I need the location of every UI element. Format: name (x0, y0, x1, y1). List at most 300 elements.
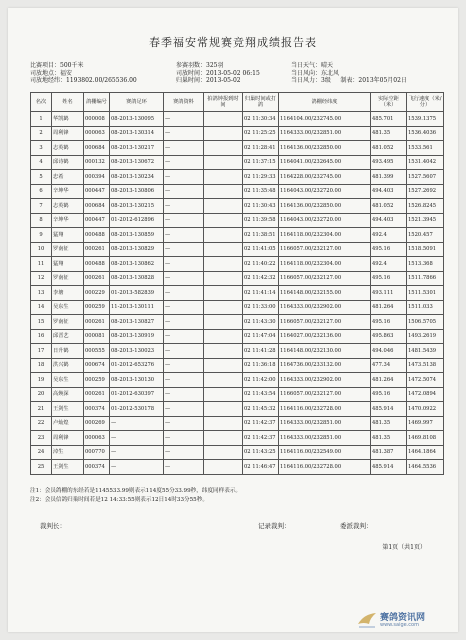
table-cell: 481.35 (371, 416, 407, 431)
table-cell: 1481.5439 (407, 344, 444, 359)
table-cell: 08-2013-130806 (110, 184, 164, 199)
table-cell: 1166057.00/232127.00 (279, 387, 371, 402)
column-header: 鸽棚经纬度 (279, 93, 371, 112)
table-row (31, 155, 444, 170)
table-cell: 3 (31, 141, 52, 156)
table-cell: 494.046 (371, 344, 407, 359)
note-1: 注1：会员鸽棚的东经若是1145533.99则表示114度55分33.99秒，纬度同样表示。 (30, 488, 242, 494)
table-cell (204, 242, 243, 257)
table-cell: 08-2013-130234 (110, 170, 164, 185)
table-cell: 02 11:41:14 (243, 286, 279, 301)
table-cell: 494.403 (371, 184, 407, 199)
table-cell: 华凯鹤 (52, 112, 84, 127)
race-distance: 比赛项目：500千米 (30, 62, 84, 69)
table-cell: — (164, 242, 204, 257)
table-cell: 000684 (84, 141, 110, 156)
table-cell (204, 431, 243, 446)
table-cell: 25 (31, 460, 52, 475)
table-cell: — (110, 460, 164, 475)
table-cell: 08-2013-130828 (110, 271, 164, 286)
table-cell: 1164118.00/232304.00 (279, 257, 371, 272)
table-cell (204, 402, 243, 417)
table-cell: — (110, 445, 164, 460)
table-cell: 02 11:42:32 (243, 271, 279, 286)
table-cell: 2 (31, 126, 52, 141)
table-row (31, 344, 444, 359)
table-cell: 02 11:35:48 (243, 184, 279, 199)
table-cell: 7 (31, 199, 52, 214)
table-cell: 1164043.00/232720.00 (279, 184, 371, 199)
table-cell: 000259 (84, 373, 110, 388)
table-cell: 02 11:45:32 (243, 402, 279, 417)
table-row (31, 213, 444, 228)
entered-count: 参赛羽数：325羽 (176, 62, 224, 69)
table-cell: 000488 (84, 228, 110, 243)
table-cell: — (164, 431, 204, 446)
table-cell: 08-2013-130919 (110, 329, 164, 344)
table-cell: 1527.5607 (407, 170, 444, 185)
table-cell: 16 (31, 329, 52, 344)
table-cell (204, 213, 243, 228)
site-watermark (356, 608, 456, 634)
table-cell: 淖生 (52, 445, 84, 460)
release-coords: 司放地经纬：1193802.00/265536.00 (30, 77, 137, 84)
table-cell (204, 344, 243, 359)
table-cell: 1473.5138 (407, 358, 444, 373)
table-cell: — (164, 199, 204, 214)
table-cell: 000261 (84, 242, 110, 257)
table-cell: 王剑生 (52, 402, 84, 417)
table-cell: — (164, 445, 204, 460)
table-cell: 08-2013-130217 (110, 141, 164, 156)
table-cell: 000008 (84, 112, 110, 127)
table-cell: 481.35 (371, 431, 407, 446)
race-info-left (30, 62, 137, 85)
table-cell: 02 11:41:05 (243, 242, 279, 257)
table-cell: 01-2012-653276 (110, 358, 164, 373)
table-row (31, 315, 444, 330)
table-cell: 19 (31, 373, 52, 388)
table-cell: — (164, 170, 204, 185)
table-cell: 02 11:30:34 (243, 112, 279, 127)
table-cell: 1533.561 (407, 141, 444, 156)
table-row (31, 126, 444, 141)
table-cell: 495.16 (371, 387, 407, 402)
table-cell: 周利锋 (52, 126, 84, 141)
table-cell: 494.403 (371, 213, 407, 228)
table-cell: 1539.1375 (407, 112, 444, 127)
table-cell: 000770 (84, 445, 110, 460)
table-cell: 邱晋艺 (52, 329, 84, 344)
return-date: 归巢时间：2013-05-02 (176, 77, 241, 84)
table-cell: 495.863 (371, 329, 407, 344)
table-cell: 15 (31, 315, 52, 330)
table-row (31, 286, 444, 301)
table-cell: 11 (31, 257, 52, 272)
table-row (31, 416, 444, 431)
table-cell (204, 286, 243, 301)
table-cell: 1511.7866 (407, 271, 444, 286)
table-cell: 01-2012-530178 (110, 402, 164, 417)
table-row (31, 431, 444, 446)
table-row (31, 329, 444, 344)
table-cell (204, 271, 243, 286)
wind-force-and-date (291, 77, 407, 85)
table-cell: 1513.368 (407, 257, 444, 272)
table-cell: 02 11:37:15 (243, 155, 279, 170)
table-cell: 辛坤华 (52, 213, 84, 228)
table-cell: 吴东生 (52, 300, 84, 315)
table-row (31, 141, 444, 156)
table-cell: 1470.0922 (407, 402, 444, 417)
table-cell: 000063 (84, 126, 110, 141)
table-cell: 08-2013-130215 (110, 199, 164, 214)
table-cell: 08-2013-130829 (110, 242, 164, 257)
table-cell: 1164148.00/232155.00 (279, 286, 371, 301)
table-cell: 1164118.00/232304.00 (279, 228, 371, 243)
table-cell: 罗南征 (52, 315, 84, 330)
table-cell: 1469.8108 (407, 431, 444, 446)
table-cell: — (110, 416, 164, 431)
table-cell: 492.4 (371, 228, 407, 243)
column-header: 归巢时间或打鸽 (243, 93, 279, 112)
table-cell: 02 11:38:51 (243, 228, 279, 243)
table-row (31, 257, 444, 272)
delegate-signature-label: 委派裁判： (340, 522, 373, 530)
table-cell: 02 11:25:25 (243, 126, 279, 141)
table-cell: 000674 (84, 358, 110, 373)
table-row (31, 402, 444, 417)
table-cell: 02 11:42:00 (243, 373, 279, 388)
wind-force: 当日风力：3级 (291, 77, 331, 84)
table-cell: 1526.8245 (407, 199, 444, 214)
table-cell (204, 416, 243, 431)
release-location: 司放地点：福安 (30, 69, 73, 77)
table-cell: 1 (31, 112, 52, 127)
table-cell: 000447 (84, 184, 110, 199)
report-title: 春季福安常规赛竞翔成绩报告表 (149, 36, 317, 49)
table-row (31, 184, 444, 199)
column-header: 赛鸽足环 (110, 93, 164, 112)
table-cell: 1166057.00/232127.00 (279, 242, 371, 257)
table-cell (204, 460, 243, 475)
race-info-middle (176, 62, 260, 85)
table-cell: 1164116.00/232728.00 (279, 402, 371, 417)
table-row (31, 387, 444, 402)
table-cell: 猛翔 (52, 257, 84, 272)
table-cell: 08-2013-130672 (110, 155, 164, 170)
table-cell: 1506.5705 (407, 315, 444, 330)
table-cell (204, 126, 243, 141)
table-cell: — (164, 126, 204, 141)
table-cell: — (110, 431, 164, 446)
table-cell: 000229 (84, 286, 110, 301)
table-row (31, 242, 444, 257)
table-cell: 21 (31, 402, 52, 417)
column-header: 姓名 (52, 93, 84, 112)
column-header: 名次 (31, 93, 52, 112)
table-cell: 20 (31, 387, 52, 402)
table-cell (204, 373, 243, 388)
table-cell: 08-2013-130130 (110, 373, 164, 388)
table-cell: — (164, 228, 204, 243)
table-cell: 485.914 (371, 460, 407, 475)
report-sheet (8, 8, 458, 632)
table-cell: 481.264 (371, 373, 407, 388)
table-cell: 495.16 (371, 271, 407, 286)
made-date: 制表：2013年05月02日 (340, 77, 407, 84)
table-cell: 邱诗鹤 (52, 155, 84, 170)
results-table (30, 92, 444, 475)
table-cell: 1521.3945 (407, 213, 444, 228)
table-cell: 1511.5301 (407, 286, 444, 301)
note-2: 注2：会员信鸽归巢时间若是12 14:33:55则表示12日14时33分55秒。 (30, 496, 208, 503)
table-cell: 02 11:40:22 (243, 257, 279, 272)
table-cell: 481.35 (371, 126, 407, 141)
table-cell: 02 11:46:47 (243, 460, 279, 475)
table-cell: — (164, 271, 204, 286)
table-cell (204, 228, 243, 243)
table-cell: 1531.4042 (407, 155, 444, 170)
table-cell: 吴东生 (52, 373, 84, 388)
table-cell: 1464.1864 (407, 445, 444, 460)
table-cell: 1469.997 (407, 416, 444, 431)
table-cell: 08-2013-130023 (110, 344, 164, 359)
table-cell: 1164104.00/232745.00 (279, 112, 371, 127)
table-cell: 000374 (84, 460, 110, 475)
table-cell (204, 387, 243, 402)
table-cell (204, 170, 243, 185)
table-cell (204, 358, 243, 373)
table-cell: 22 (31, 416, 52, 431)
table-row (31, 199, 444, 214)
table-body (31, 112, 444, 475)
table-cell: 1527.2692 (407, 184, 444, 199)
referee-signature-label: 裁判长： (40, 522, 66, 530)
table-cell: 1164136.00/232850.00 (279, 199, 371, 214)
table-cell: 481.264 (371, 300, 407, 315)
table-cell: 493.111 (371, 286, 407, 301)
table-cell: 000132 (84, 155, 110, 170)
table-cell: 000063 (84, 431, 110, 446)
table-cell: 洪兴鹤 (52, 358, 84, 373)
table-cell: — (164, 358, 204, 373)
table-cell: 481.399 (371, 170, 407, 185)
table-cell: 4 (31, 155, 52, 170)
table-cell: 周利锋 (52, 431, 84, 446)
table-cell: 1164116.00/232549.00 (279, 445, 371, 460)
table-cell: 6 (31, 184, 52, 199)
table-cell: — (164, 184, 204, 199)
column-header: 拍鸽钟报到时间 (204, 93, 243, 112)
table-cell: 01-2013-582839 (110, 286, 164, 301)
table-cell: 李塘 (52, 286, 84, 301)
table-cell: 02 11:39:58 (243, 213, 279, 228)
table-cell: 02 11:47:04 (243, 329, 279, 344)
table-cell: 02 11:43:54 (243, 387, 279, 402)
table-cell: — (164, 141, 204, 156)
table-cell: — (164, 286, 204, 301)
wind-direction: 当日风向：东北风 (291, 69, 340, 77)
table-cell: 罗南征 (52, 271, 84, 286)
table-cell: 481.052 (371, 141, 407, 156)
table-cell: 08-2013-130859 (110, 228, 164, 243)
table-cell: 13 (31, 286, 52, 301)
table-row (31, 373, 444, 388)
table-cell: 1164148.00/232130.00 (279, 344, 371, 359)
table-cell: 495.16 (371, 315, 407, 330)
table-cell (204, 445, 243, 460)
table-row (31, 112, 444, 127)
table-row (31, 170, 444, 185)
table-cell: 02 11:41:28 (243, 344, 279, 359)
table-cell: 1164333.00/232851.00 (279, 126, 371, 141)
table-cell: — (164, 416, 204, 431)
table-cell: 000261 (84, 387, 110, 402)
table-cell: 24 (31, 445, 52, 460)
table-cell (204, 315, 243, 330)
table-cell: 1518.5091 (407, 242, 444, 257)
table-header-row (31, 93, 444, 112)
table-cell: 9 (31, 228, 52, 243)
table-cell: 1164736.00/233132.00 (279, 358, 371, 373)
pigeon-logo-icon (356, 610, 378, 630)
page-number: 第1页（共1页） (382, 544, 426, 551)
weather: 当日天气：晴天 (291, 62, 334, 69)
table-cell: 08-2013-130827 (110, 315, 164, 330)
table-cell: 01-2012-612896 (110, 213, 164, 228)
table-row (31, 228, 444, 243)
table-cell: 08-2013-130095 (110, 112, 164, 127)
table-cell: — (164, 373, 204, 388)
table-cell: 492.4 (371, 257, 407, 272)
table-cell: 02 11:33:00 (243, 300, 279, 315)
table-cell: 志英鹤 (52, 199, 84, 214)
watermark-title: 赛鸽资讯网 (380, 613, 426, 623)
table-cell: 02 11:42:37 (243, 416, 279, 431)
table-cell: — (164, 155, 204, 170)
table-cell: 8 (31, 213, 52, 228)
table-cell: 000374 (84, 402, 110, 417)
table-cell: 日升鹤 (52, 344, 84, 359)
table-cell: — (164, 112, 204, 127)
table-cell: 1164228.00/232745.00 (279, 170, 371, 185)
table-cell: — (164, 213, 204, 228)
recorder-signature-label: 记录裁判： (258, 522, 291, 530)
table-cell: 17 (31, 344, 52, 359)
table-cell (204, 184, 243, 199)
table-cell: 000269 (84, 416, 110, 431)
table-row (31, 445, 444, 460)
table-cell: 000447 (84, 213, 110, 228)
table-cell: 11-2013-130111 (110, 300, 164, 315)
table-cell: 1493.2619 (407, 329, 444, 344)
table-cell: 猛翔 (52, 228, 84, 243)
column-header: 实际空距（米） (371, 93, 407, 112)
table-cell: 10 (31, 242, 52, 257)
column-header: 赛鸽资料 (164, 93, 204, 112)
table-cell: 485.701 (371, 112, 407, 127)
table-cell: 志英鹤 (52, 141, 84, 156)
table-row (31, 460, 444, 475)
table-cell: 02 11:36:18 (243, 358, 279, 373)
table-cell: 1472.0894 (407, 387, 444, 402)
table-cell: — (164, 387, 204, 402)
table-cell: 1164027.00/232136.00 (279, 329, 371, 344)
table-cell: 罗南征 (52, 242, 84, 257)
table-cell (204, 300, 243, 315)
column-header: 飞行速度（米/分） (407, 93, 444, 112)
table-cell: 495.16 (371, 242, 407, 257)
table-cell (204, 112, 243, 127)
table-cell: 18 (31, 358, 52, 373)
table-cell: 辛坤华 (52, 184, 84, 199)
notes (30, 487, 443, 504)
table-cell: 1166057.00/232127.00 (279, 271, 371, 286)
table-cell: — (164, 315, 204, 330)
table-cell: 5 (31, 170, 52, 185)
table-cell: 02 11:43:30 (243, 315, 279, 330)
table-cell: 1164043.00/232720.00 (279, 213, 371, 228)
table-cell: 02 11:30:43 (243, 199, 279, 214)
table-cell: 高焕深 (52, 387, 84, 402)
table-cell (204, 141, 243, 156)
table-cell: 477.34 (371, 358, 407, 373)
table-cell: 08-2013-130862 (110, 257, 164, 272)
table-cell: 1164333.00/232902.00 (279, 373, 371, 388)
table-cell (204, 155, 243, 170)
table-cell: 1472.5074 (407, 373, 444, 388)
table-cell (204, 329, 243, 344)
table-cell: — (164, 460, 204, 475)
table-cell: 000555 (84, 344, 110, 359)
table-cell: — (164, 300, 204, 315)
table-cell: 485.914 (371, 402, 407, 417)
table-cell: 02 11:42:37 (243, 431, 279, 446)
table-cell: 王剑生 (52, 460, 84, 475)
table-cell: 481.052 (371, 199, 407, 214)
table-cell: 02 11:29:33 (243, 170, 279, 185)
table-cell: 000394 (84, 170, 110, 185)
table-cell: 1164136.00/232850.00 (279, 141, 371, 156)
table-cell: 卢灿煌 (52, 416, 84, 431)
table-cell (204, 257, 243, 272)
table-row (31, 271, 444, 286)
table-cell: 1536.4036 (407, 126, 444, 141)
table-cell: 1166057.00/232127.00 (279, 315, 371, 330)
table-cell: — (164, 257, 204, 272)
table-cell: 忠希 (52, 170, 84, 185)
table-cell: 481.387 (371, 445, 407, 460)
table-cell: 1511.033 (407, 300, 444, 315)
race-info-right (291, 62, 407, 85)
table-cell: 000261 (84, 315, 110, 330)
table-cell: 23 (31, 431, 52, 446)
table-cell (204, 199, 243, 214)
watermark-url: www.saige.com (380, 622, 419, 628)
table-cell: — (164, 329, 204, 344)
table-cell: 1164116.00/232728.00 (279, 460, 371, 475)
table-row (31, 358, 444, 373)
table-cell: 14 (31, 300, 52, 315)
table-row (31, 300, 444, 315)
table-cell: 02 11:28:41 (243, 141, 279, 156)
table-cell: — (164, 344, 204, 359)
table-cell: 1164041.00/232645.00 (279, 155, 371, 170)
table-cell: 000261 (84, 271, 110, 286)
table-cell: 02 11:43:25 (243, 445, 279, 460)
column-header: 鸽棚编号 (84, 93, 110, 112)
